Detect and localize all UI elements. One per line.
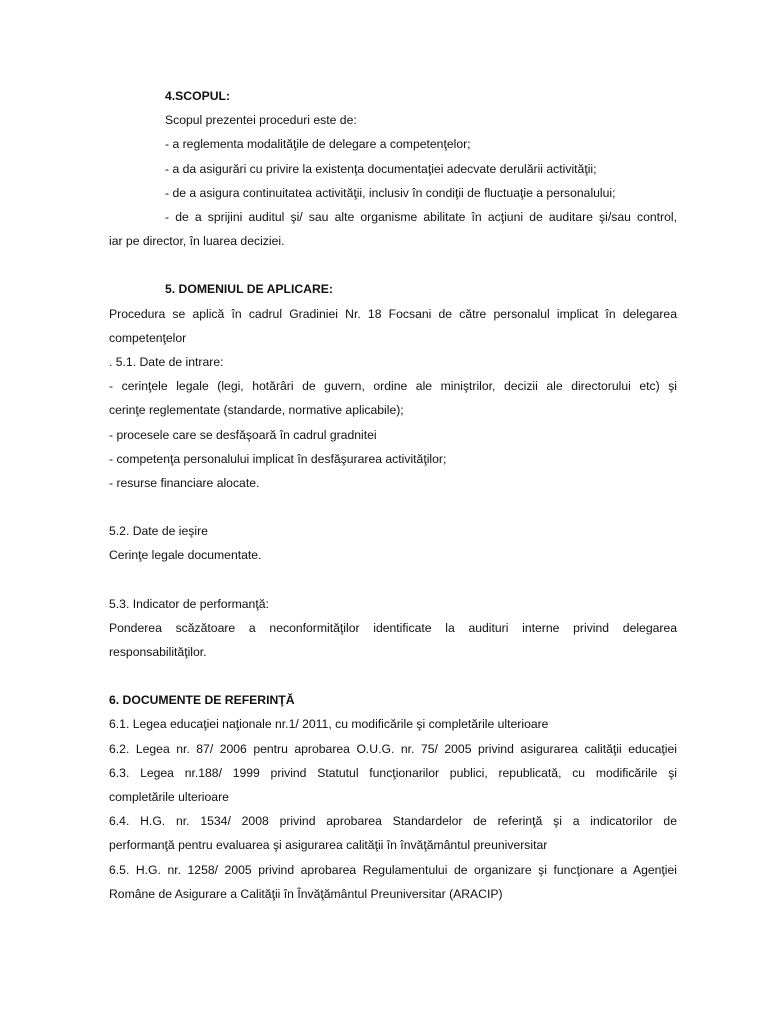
reference-item-line2: performanţă pentru evaluarea şi asigurarea calităţii în învăţământul preuniversitar (109, 838, 548, 853)
reference-item-line2: completările ulterioare (109, 790, 229, 805)
domeniu-para-line1: Procedura se aplică în cadrul Gradiniei Nr. 18 Focsani de către personalul implicat în delegarea (109, 306, 677, 321)
section-heading-documente: 6. DOCUMENTE DE REFERINŢĂ (109, 693, 295, 708)
reference-item: 6.2. Legea nr. 87/ 2006 pentru aprobarea O.U.G. nr. 75/ 2005 privind asigurarea calităţii educaţiei (109, 741, 677, 756)
date-intrare-item1-line2: cerinţe reglementate (standarde, normative aplicabile); (109, 403, 404, 418)
scop-item-last-line1: - de a sprijini auditul şi/ sau alte organisme abilitate în acţiuni de auditare şi/sau control, (165, 210, 677, 225)
spacer (109, 568, 677, 592)
reference-item-line2: Române de Asigurare a Calităţii în Învăţământul Preuniversitar (ARACIP) (109, 886, 503, 901)
domeniu-para-line2: competenţelor (109, 330, 187, 345)
subsection-heading-date-iesire: 5.2. Date de ieşire (109, 524, 208, 539)
date-intrare-item4: - resurse financiare alocate. (109, 476, 260, 491)
scop-item-last-line2: iar pe director, în luarea deciziei. (109, 234, 285, 249)
scop-item: - a reglementa modalităţile de delegare a competenţelor; (165, 137, 471, 152)
subsection-heading-date-intrare: . 5.1. Date de intrare: (109, 355, 224, 370)
indicator-line1: Ponderea scăzătoare a neconformităţilor identificate la audituri interne privind delegarea (109, 620, 677, 635)
scop-item: - a da asigurări cu privire la existenţa documentaţiei adecvate derulării activităţii; (165, 161, 597, 176)
reference-item: 6.1. Legea educaţiei naţionale nr.1/ 2011, cu modificările şi completările ulterioare (109, 717, 549, 732)
section-heading-domeniu: 5. DOMENIUL DE APLICARE: (165, 282, 333, 297)
document-page (109, 84, 677, 906)
date-intrare-item1-line1: - cerinţele legale (legi, hotărâri de guvern, ordine ale miniştrilor, decizii ale directorului etc) şi (109, 379, 677, 394)
scop-intro: Scopul prezentei proceduri este de: (165, 113, 357, 128)
spacer (109, 495, 677, 519)
scop-item: - de a asigura continuitatea activităţii, inclusiv în condiţii de fluctuaţie a personalului; (165, 185, 616, 200)
date-iesire-text: Cerinţe legale documentate. (109, 548, 262, 563)
indicator-line2: responsabilităţilor. (109, 645, 207, 660)
reference-item-line1: 6.4. H.G. nr. 1534/ 2008 privind aprobarea Standardelor de referinţă şi a indicatorilor de (109, 814, 677, 829)
reference-item-line1: 6.3. Legea nr.188/ 1999 privind Statutul funcţionarilor publici, republicată, cu modificările şi (109, 765, 677, 780)
spacer (109, 253, 677, 277)
reference-item-line1: 6.5. H.G. nr. 1258/ 2005 privind aprobarea Regulamentului de organizare şi funcţionare a Agenţiei (109, 862, 677, 877)
date-intrare-item3: - competenţa personalului implicat în desfăşurarea activităţilor; (109, 451, 447, 466)
section-heading-scop: 4.SCOPUL: (165, 89, 231, 103)
subsection-heading-indicator: 5.3. Indicator de performanţă: (109, 596, 269, 611)
spacer (109, 664, 677, 688)
date-intrare-item2: - procesele care se desfăşoară în cadrul gradnitei (109, 427, 377, 442)
